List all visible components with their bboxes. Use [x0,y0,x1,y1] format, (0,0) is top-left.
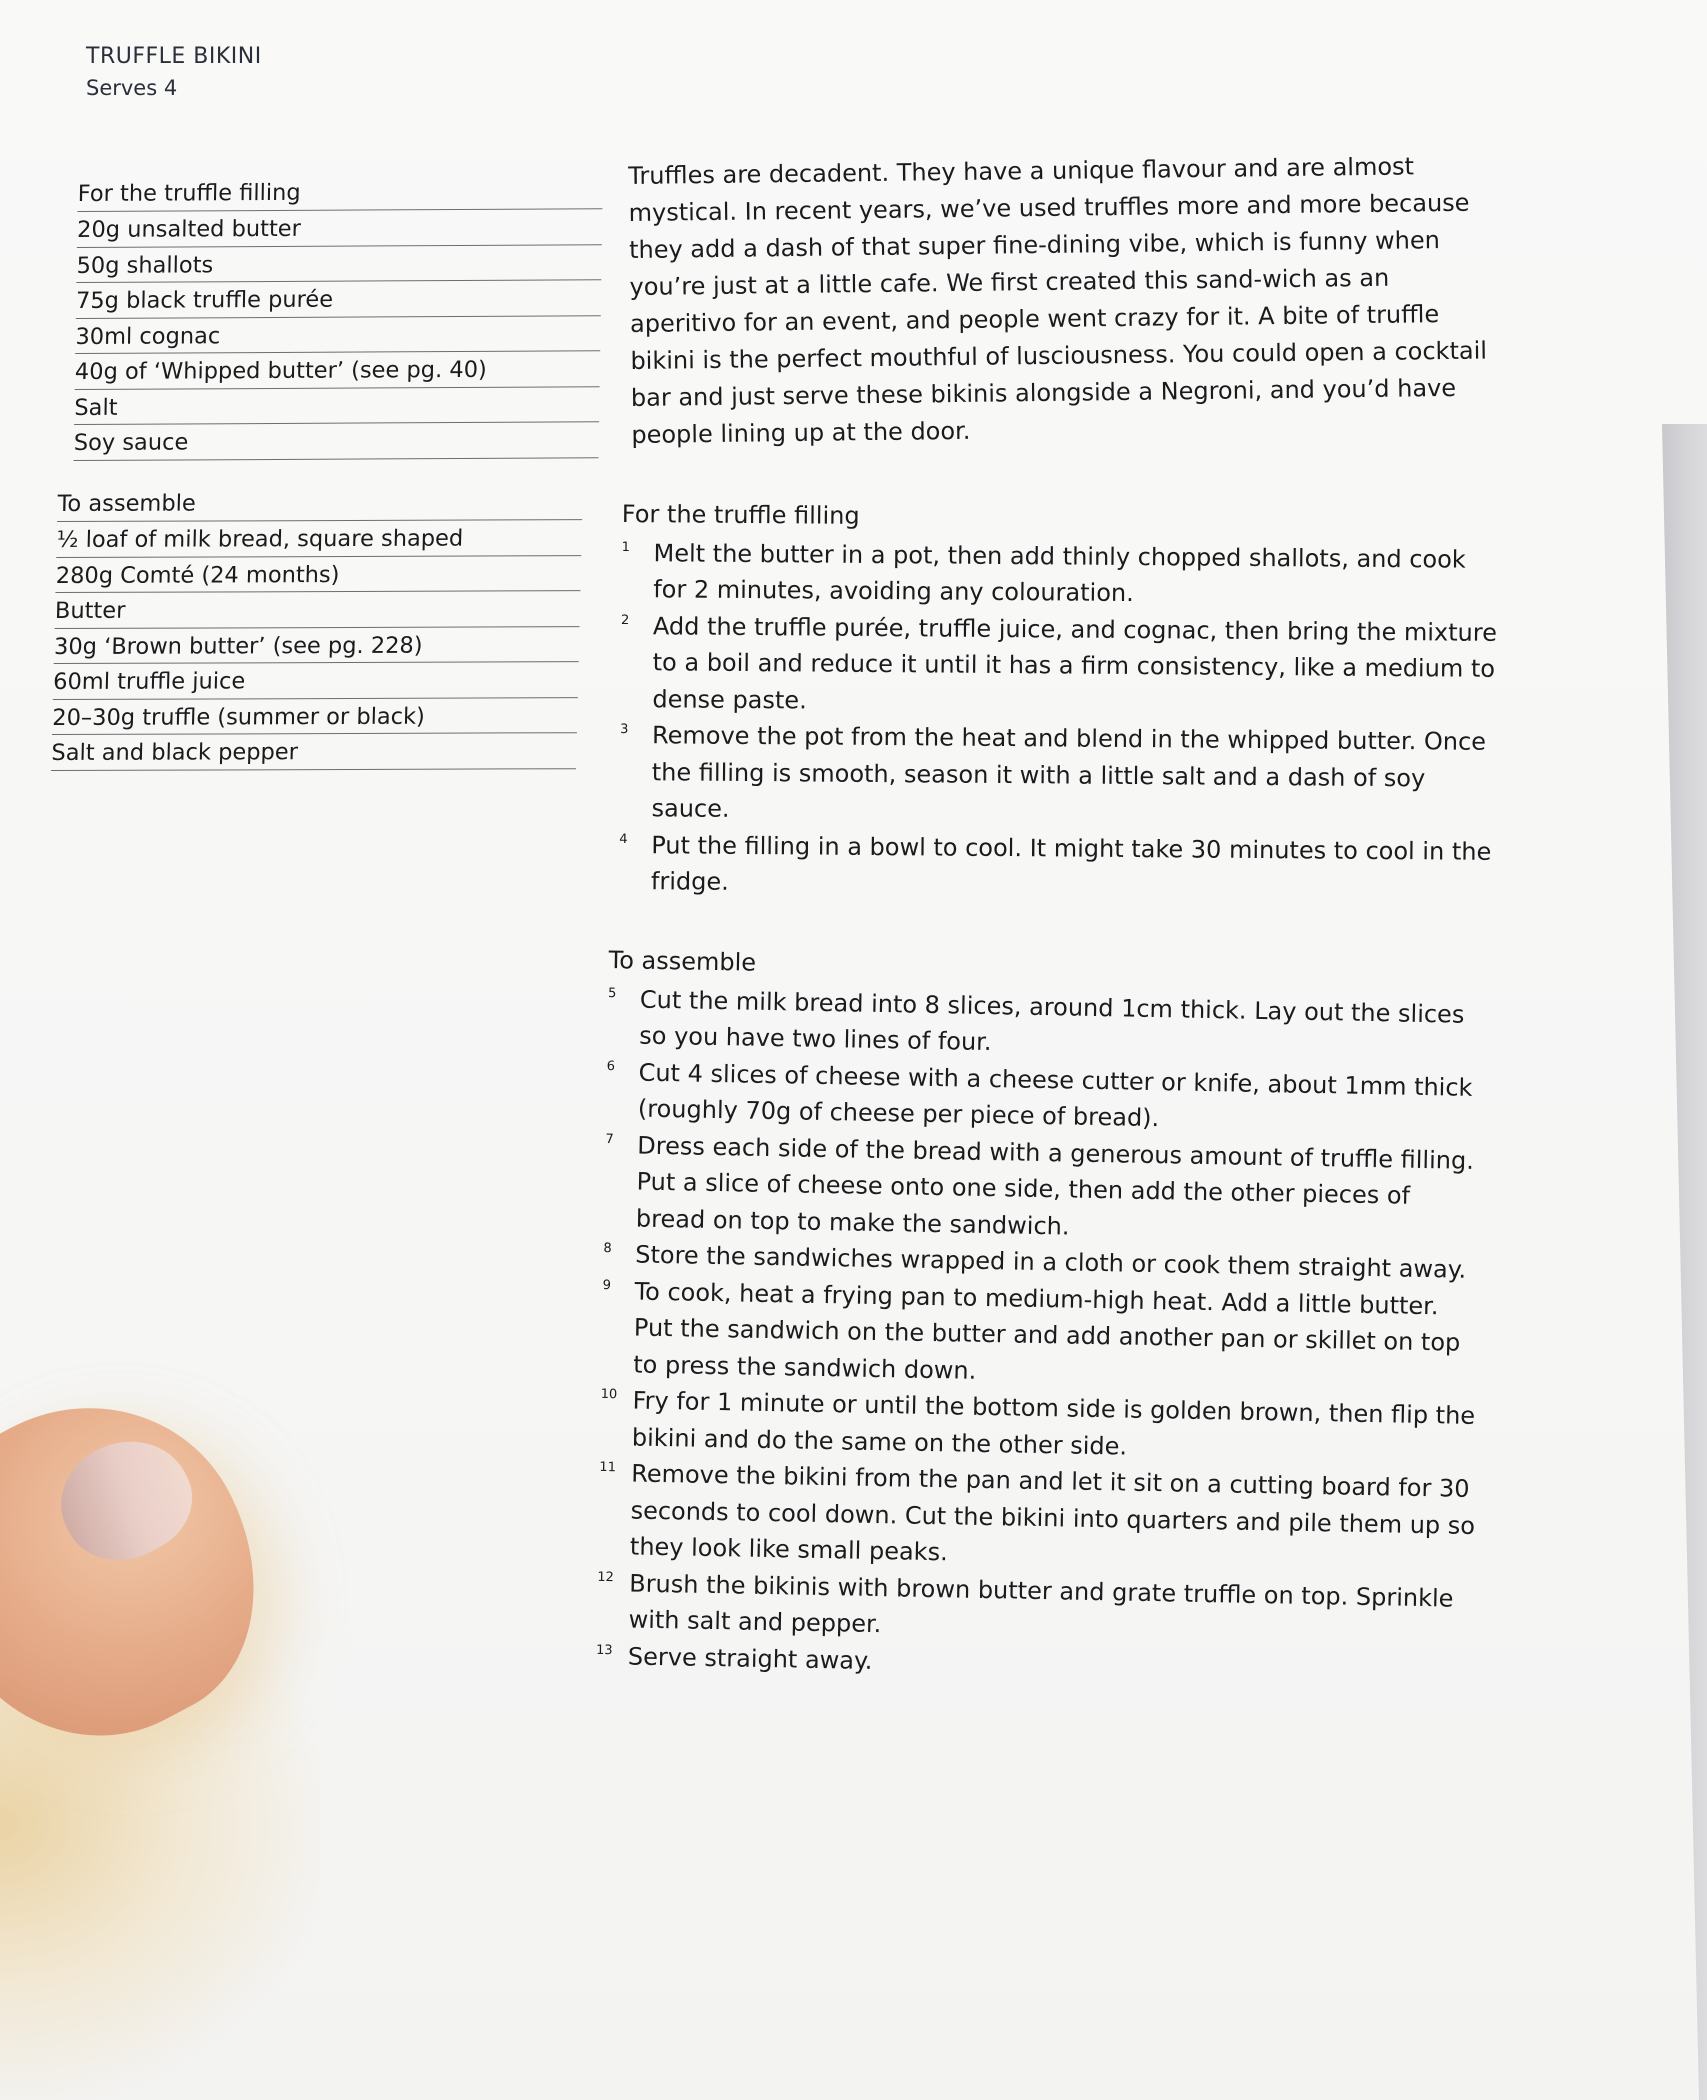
step-text: Fry for 1 minute or until the bottom side is golden brown, then flip the bikini and do the same on the other side. [631,1386,1476,1461]
step-number: 7 [605,1131,614,1147]
method-step [619,826,1500,906]
step-number: 5 [607,985,617,1001]
ingredients-filling-heading: For the truffle filling [77,173,603,212]
method-assemble [596,942,1489,1690]
step-text: Remove the pot from the heat and blend in the whipped butter. Once the filling is smooth, season it with a little salt and a dash of soy sauce. [651,721,1487,823]
ingredient-item: 30ml cognac [75,316,601,354]
method-step [619,717,1500,833]
method-filling-heading: For the truffle filling [621,499,860,530]
ingredient-item: Soy sauce [74,422,600,460]
step-text: Put the filling in a bowl to cool. It might take 30 minutes to cool in the fridge. [650,830,1492,896]
step-text: Store the sandwiches wrapped in a cloth or cook them straight away. [635,1240,1467,1284]
serves-count: Serves 4 [86,76,178,100]
recipe-title: TRUFFLE BIKINI [86,44,262,69]
recipe-header [86,42,262,104]
ingredient-item: Butter [55,591,581,628]
step-number: 2 [620,612,630,628]
step-text: Add the truffle purée, truffle juice, and cognac, then bring the mixture to a boil and reduce it until it has a firm consistency, like a medium to dense paste. [652,611,1498,714]
ingredient-item: Salt and black pepper [51,733,577,770]
step-text: Serve straight away. [627,1641,873,1675]
step-text: Brush the bikinis with brown butter and grate truffle on top. Sprinkle with salt and pepper. [628,1568,1454,1639]
method-step [598,1455,1480,1581]
step-text: Melt the butter in a pot, then add thinly chopped shallots, and cook for 2 minutes, avoiding any colouration. [653,538,1466,608]
step-number: 6 [606,1058,616,1074]
step-number: 8 [603,1240,612,1257]
thumbnail-nail [41,1419,210,1582]
intro-paragraph: Truffles are decadent. They have a unique flavour and are almost mystical. In recent years, we’ve used truffles more and more because they add a dash of that super fine-dining vibe, which is funny when you’re just at a little cafe. We first created this sand-wich as an aperitivo for an event, and people went crazy for it. A bite of truffle bikini is the perfect mouthful of lusciousness. You could open a cocktail bar and just serve these bikinis alongside a Negroni, and you’d have people lining up at the door. [628,152,1488,449]
method-step [621,534,1502,614]
step-number: 1 [621,539,630,555]
ingredient-item: 30g ‘Brown butter’ (see pg. 228) [54,627,580,664]
ingredients-assemble [51,484,583,770]
ingredients-filling [74,173,603,460]
ingredient-item: Salt [74,387,600,425]
step-text: Cut 4 slices of cheese with a cheese cutter or knife, about 1mm thick (roughly 70g of cheese per piece of bread). [637,1058,1473,1133]
method-assemble-heading: To assemble [608,945,757,977]
ingredient-item: 50g shallots [76,245,602,283]
step-text: To cook, heat a frying pan to medium-high heat. Add a little butter. Put the sandwich on the butter and add another pan or skillet on top to press the sandwich down. [633,1277,1461,1385]
step-number: 4 [619,831,628,847]
ingredient-item: 40g of ‘Whipped butter’ (see pg. 40) [75,351,601,389]
method-step [604,1126,1486,1252]
underlying-page-edge [1662,424,1707,2100]
ingredient-item: 20g unsalted butter [77,209,603,247]
ingredient-item: ½ loaf of milk bread, square shaped [56,520,582,557]
step-text: Cut the milk bread into 8 slices, around 1cm thick. Lay out the slices so you have two lines of four. [639,985,1465,1057]
step-text: Dress each side of the bread with a generous amount of truffle filling. Put a slice of cheese onto one side, then add the other pieces of bread on top to make the sandwich. [635,1131,1475,1240]
ingredient-item: 280g Comté (24 months) [55,556,581,593]
method-step [620,607,1501,723]
method-step [601,1272,1483,1398]
step-number: 12 [597,1569,615,1585]
ingredient-item: 60ml truffle juice [53,662,579,699]
step-text: Remove the bikini from the pan and let it sit on a cutting board for 30 seconds to cool down. Cut the bikini into quarters and pile them up so they look like small peaks. [629,1459,1476,1567]
step-number: 9 [602,1277,612,1293]
method-filling [619,496,1502,906]
step-number: 11 [599,1459,617,1476]
step-number: 3 [620,721,629,738]
ingredient-item: 75g black truffle purée [76,280,602,318]
step-number: 10 [600,1386,618,1403]
step-number: 13 [595,1642,613,1658]
ingredients-assemble-heading: To assemble [57,484,583,522]
ingredient-item: 20–30g truffle (summer or black) [52,698,578,735]
